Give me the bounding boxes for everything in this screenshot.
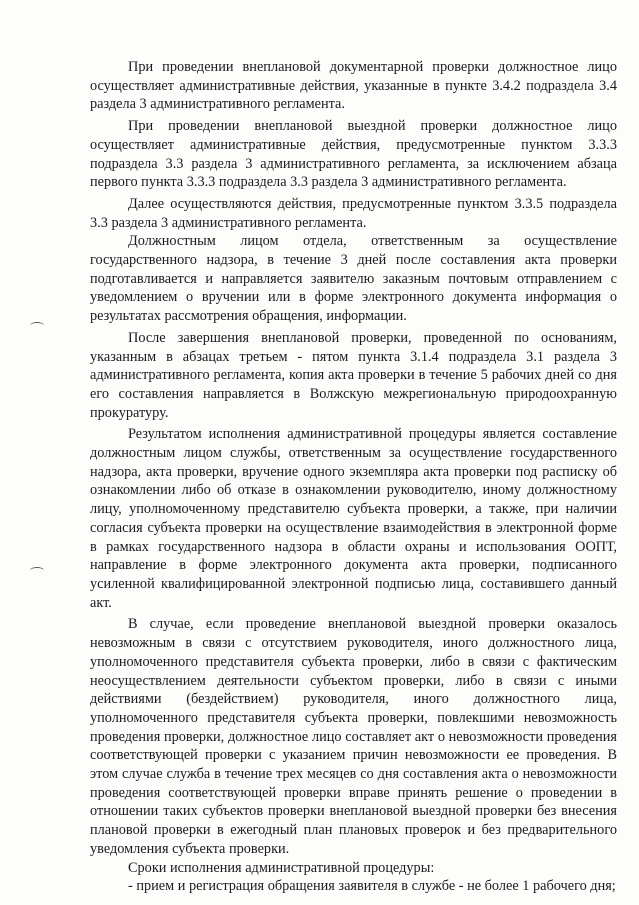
paragraph-documentary-inspection: При проведении внеплановой документарной проверки должностное лицо осуществляет административные действия, указанные в пункте 3.4.2 подраздела 3.4 раздела 3 административного регламента. xyxy=(90,59,617,113)
margin-mark-1 xyxy=(30,322,44,329)
list-item-registration-deadline: - прием и регистрация обращения заявителя в службе - не более 1 рабочего дня; xyxy=(128,878,616,895)
paragraph-prosecutor-copy: После завершения внеплановой проверки, проведенной по основаниям, указанным в абзацах третьем - пятом пункта 3.1.4 подраздела 3.1 раздела 3 административного регламента, копия акта проверки в течение 5 рабочих дней со дня его составления направляется в Волжскую межрегиональную природоохранную прокуратуру. xyxy=(90,329,617,421)
paragraph-procedure-result: Результатом исполнения административной процедуры является составление должностным лицом службы, ответственным за осуществление государственного надзора, акта проверки, вручение одного экземпляра акта проверки под расписку об ознакомлении либо об отказе в ознакомлении руководителю, иному должностному лицу, уполномоченному представителю субъекта проверки, а также, при наличии согласия субъекта проверки на осуществление взаимодействия в электронной форме в рамках государственного надзора в области охраны и использования ООПТ, направление в форме электронного документа акта проверки, подписанного усиленной квалифицированной электронной подписью лица, составившего данный акт. xyxy=(90,426,617,611)
margin-mark-2 xyxy=(30,567,44,574)
document-body xyxy=(90,58,617,896)
paragraph-notification: Должностным лицом отдела, ответственным за осуществление государственного надзора, в течение 3 дней после составления акта проверки подготавливается и направляется заявителю заказным почтовым отправлением с уведомлением о вручении или в форме электронного документа информация о результатах рассмотрения обращения, информации. xyxy=(90,233,617,325)
paragraph-impossibility-act: В случае, если проведение внеплановой выездной проверки оказалось невозможным в связи с отсутствием руководителя, иного должностного лица, уполномоченного представителя субъекта проверки, либо в связи с фактическим неосуществлением деятельности субъектом проверки, либо в связи с иными действиями (бездействием) руководителя, иного должностного лица, уполномоченного представителя субъекта проверки, повлекшими невозможность проведения проверки, должностное лицо составляет акт о невозможности проведения соответствующей проверки с указанием причин невозможности ее проведения. В этом случае служба в течение трех месяцев со дня составления акта о невозможности проведения соответствующей проверки вправе принять решение о проведении в отношении таких субъектов проверки внеплановой выездной проверки без внесения плановой проверки в ежегодный план плановых проверок и без предварительного уведомления субъекта проверки. xyxy=(90,616,617,857)
paragraph-further-actions: Далее осуществляются действия, предусмотренные пунктом 3.3.5 подраздела 3.3 раздела 3 административного регламента. xyxy=(90,195,617,231)
paragraph-onsite-inspection: При проведении внеплановой выездной проверки должностное лицо осуществляет административные действия, предусмотренные пунктом 3.3.3 подраздела 3.3 раздела 3 административного регламента, за исключением абзаца первого пункта 3.3.3 подраздела 3.3 раздела 3 административного регламента. xyxy=(90,118,617,191)
paragraph-deadlines-heading: Сроки исполнения административной процедуры: xyxy=(128,859,435,876)
